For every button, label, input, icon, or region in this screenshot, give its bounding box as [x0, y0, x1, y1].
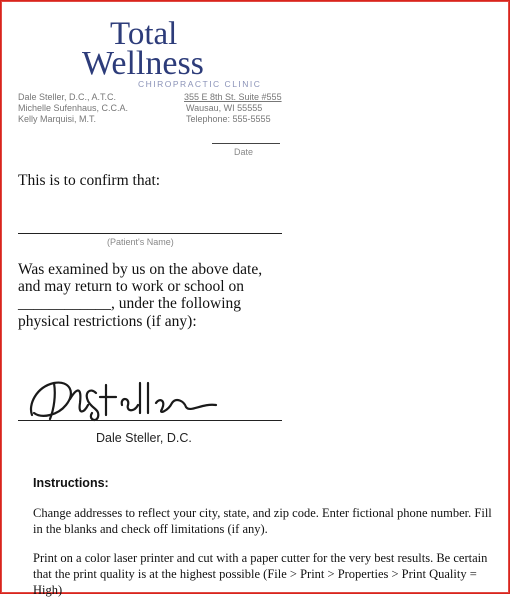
date-label: Date	[234, 147, 254, 157]
logo-subtitle: CHIROPRACTIC CLINIC	[138, 79, 262, 89]
body-line-4: physical restrictions (if any):	[18, 313, 197, 330]
staff-1: Dale Steller, D.C., A.T.C.	[18, 92, 117, 102]
address-city: Wausau, WI 55555	[186, 103, 263, 113]
instructions-title: Instructions:	[33, 476, 109, 490]
instructions-paragraph-1: Change addresses to reflect your city, state, and zip code. Enter fictional phone number. Fill in the blanks and check off limitations (if any).	[33, 506, 492, 536]
staff-3: Kelly Marquisi, M.T.	[18, 114, 97, 124]
body-line-2: and may return to work or school on	[18, 278, 244, 295]
logo-wellness: Wellness	[82, 45, 204, 82]
body-line-3: ____________, under the following	[18, 295, 242, 312]
instructions-paragraph-2: Print on a color laser printer and cut with a paper cutter for the very best results. Be certain that the print quality is at the highest possible (File > Print > Properties > Print Quality = High)	[33, 551, 488, 597]
signer-name: Dale Steller, D.C.	[96, 431, 192, 445]
patient-name-label: (Patient's Name)	[107, 237, 174, 247]
confirm-text: This is to confirm that:	[18, 172, 161, 189]
signature-line	[18, 420, 282, 421]
address-street: 355 E 8th St. Suite #555	[184, 92, 282, 102]
staff-2: Michelle Sufenhaus, C.C.A.	[18, 103, 129, 113]
date-line	[212, 143, 280, 144]
logo-total: Total	[110, 16, 178, 52]
body-line-1: Was examined by us on the above date,	[18, 261, 263, 278]
patient-name-line	[18, 233, 282, 234]
address-phone: Telephone: 555-5555	[186, 114, 271, 124]
